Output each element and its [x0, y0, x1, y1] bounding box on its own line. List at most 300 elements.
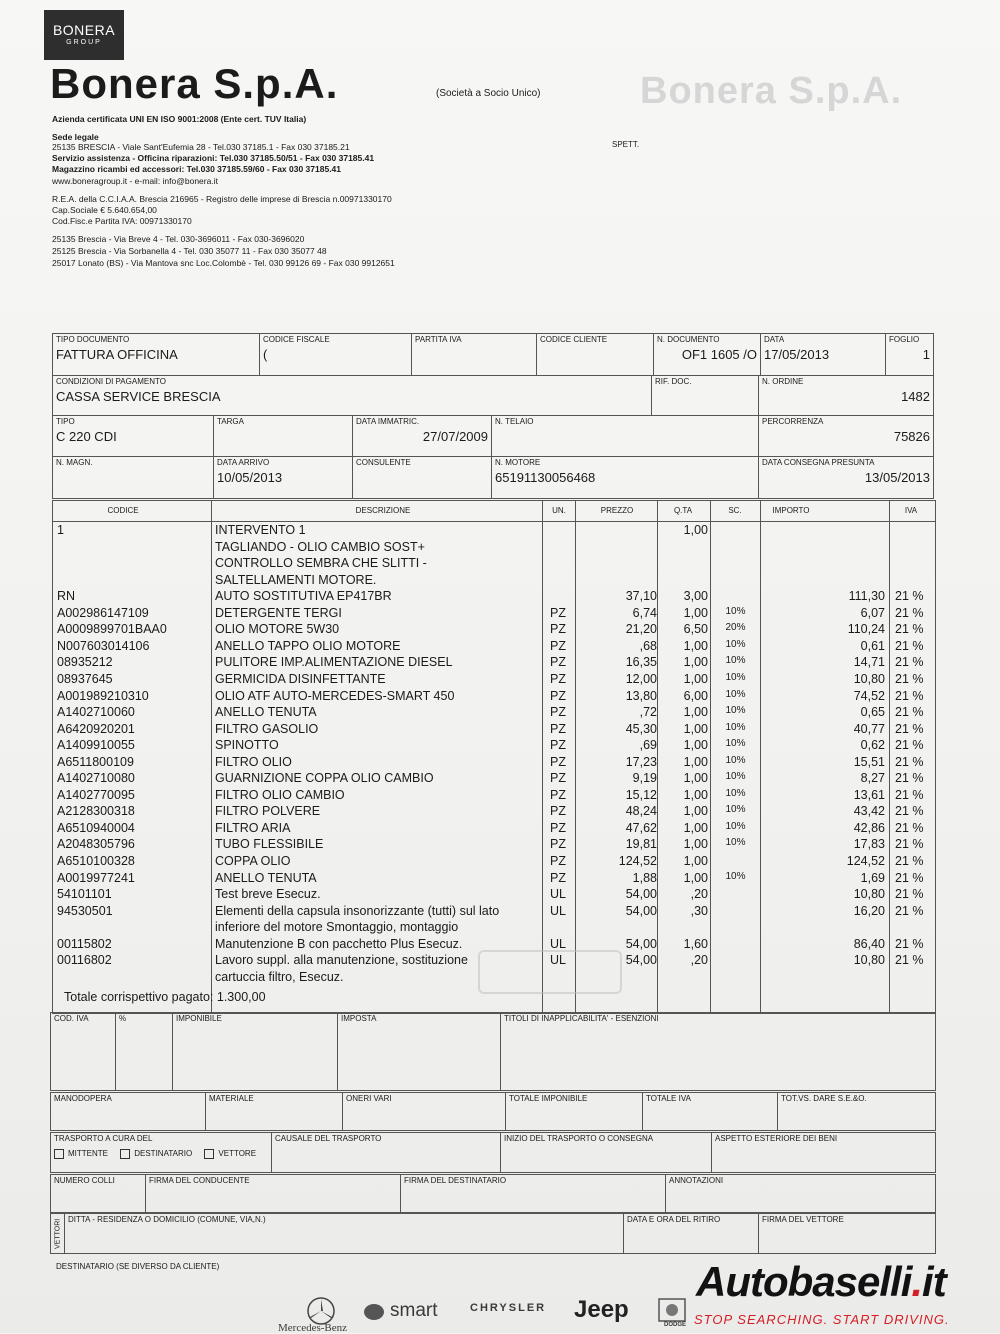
row-amount: 14,71: [853, 655, 885, 670]
row-description: CONTROLLO SEMBRA CHE SLITTI -: [215, 556, 427, 571]
condizioni-value: CASSA SERVICE BRESCIA: [56, 389, 221, 404]
row-discount: 10%: [725, 655, 746, 667]
transport-grid: [50, 1132, 936, 1173]
annotazioni-label: ANNOTAZIONI: [669, 1176, 724, 1185]
row-quantity: 1,00: [683, 754, 708, 769]
row-quantity: 1,00: [683, 705, 708, 720]
sede4-line: 25017 Lonato (BS) - Via Mantova snc Loc.Colombè - Tel. 030 99126 69 - Fax 030 9912651: [52, 258, 395, 268]
row-quantity: 1,00: [683, 721, 708, 736]
row-price: 12,00: [625, 671, 657, 686]
watermark-dot: .: [911, 1258, 923, 1305]
codfisc-line: Cod.Fisc.e Partita IVA: 00971330170: [52, 216, 192, 226]
spett-label: SPETT.: [612, 140, 640, 149]
row-description: OLIO ATF AUTO-MERCEDES-SMART 450: [215, 688, 455, 703]
row-description: FILTRO OLIO CAMBIO: [215, 787, 345, 802]
vat-summary-grid: [50, 1012, 936, 1091]
label: TIPO DOCUMENTO: [56, 335, 130, 344]
mercedes-benz-logo: Mercedes-Benz: [278, 1322, 348, 1334]
table-row: [53, 821, 935, 838]
table-row: [53, 639, 935, 656]
destinatario-label: DESTINATARIO: [134, 1149, 193, 1159]
dodge-logo: DODGE: [664, 1322, 687, 1328]
vehicle-grid: [52, 415, 934, 499]
table-row: [53, 804, 935, 821]
col-importo: IMPORTO: [772, 506, 810, 515]
row-vat: 21 %: [895, 870, 924, 885]
n-magn-cell: [53, 457, 214, 499]
table-row: [53, 871, 935, 888]
data-immatric-cell: [353, 416, 492, 457]
row-description: INTERVENTO 1: [215, 523, 306, 537]
foglio-cell: [886, 334, 934, 376]
row-amount: 6,07: [860, 605, 885, 620]
col-codice: CODICE: [107, 506, 139, 515]
row-quantity: 3,00: [683, 589, 708, 604]
row-unit: PZ: [550, 870, 566, 885]
percorrenza-value: 75826: [893, 429, 930, 444]
row-price: 48,24: [625, 804, 657, 819]
row-price: 9,19: [632, 771, 657, 786]
row-price: ,72: [639, 705, 657, 720]
mittente-checkbox[interactable]: [54, 1149, 64, 1159]
row-discount: 10%: [725, 688, 746, 700]
transport-options: [54, 1149, 268, 1159]
row-discount: 10%: [725, 771, 746, 783]
table-row: [53, 904, 935, 921]
row-quantity: 1,00: [683, 655, 708, 670]
company-subtitle: (Società a Socio Unico): [436, 88, 541, 99]
row-quantity: 6,00: [683, 688, 708, 703]
data-arrivo-value: 10/05/2013: [217, 470, 283, 485]
autobaselli-watermark: [696, 1258, 946, 1306]
row-quantity: 1,00: [683, 605, 708, 620]
label: N. DOCUMENTO: [657, 335, 720, 344]
label: TIPO: [56, 417, 75, 426]
tipo-cell: [53, 416, 214, 457]
totale-iva-label: TOTALE IVA: [646, 1094, 691, 1103]
row-quantity: 1,00: [683, 804, 708, 819]
row-description: SPINOTTO: [215, 738, 279, 753]
table-row: [53, 887, 935, 904]
row-description: inferiore del motore Smontaggio, montaggio: [215, 920, 459, 935]
n-ordine-value: 1482: [901, 389, 930, 404]
row-description: FILTRO ARIA: [215, 820, 291, 835]
row-description: Elementi della capsula insonorizzante (tutti) sul lato: [215, 903, 500, 918]
row-quantity: ,20: [690, 887, 708, 902]
data-value: 17/05/2013: [764, 347, 830, 362]
servizio-line: Servizio assistenza - Officina riparazioni: Tel.030 37185.50/51 - Fax 030 37185.41: [52, 153, 375, 163]
capitale-line: Cap.Sociale € 5.640.654,00: [52, 205, 157, 215]
table-row: [53, 920, 935, 937]
magazzino-line: Magazzino ricambi ed accessori: Tel.030 37185.59/60 - Fax 030 37185.41: [52, 164, 342, 174]
row-discount: 10%: [725, 804, 746, 816]
row-code: RN: [57, 589, 76, 604]
causale-label: CAUSALE DEL TRASPORTO: [275, 1134, 382, 1143]
table-row: [53, 672, 935, 689]
vettore-checkbox[interactable]: [204, 1149, 214, 1159]
row-description: Test breve Esecuz.: [215, 887, 321, 902]
tipo-documento-cell: [53, 334, 260, 376]
row-discount: 10%: [725, 721, 746, 733]
row-vat: 21 %: [895, 738, 924, 753]
imponibile-label: IMPONIBILE: [176, 1014, 222, 1023]
row-quantity: 1,00: [683, 523, 708, 537]
row-price: 15,12: [625, 787, 657, 802]
row-discount: 10%: [725, 837, 746, 849]
data-arrivo-cell: [214, 457, 353, 499]
col-prezzo: PREZZO: [600, 506, 634, 515]
label: TARGA: [217, 417, 244, 426]
row-amount: 15,51: [853, 754, 885, 769]
row-discount: 10%: [725, 638, 746, 650]
sede3-line: 25125 Brescia - Via Sorbanella 4 - Tel. 030 35077 11 - Fax 030 35077 48: [52, 246, 327, 256]
header-divider: [53, 521, 935, 522]
data-cell: [761, 334, 886, 376]
row-discount: 20%: [725, 622, 746, 634]
table-row: [53, 705, 935, 722]
row-code: A2048305796: [57, 837, 135, 852]
row-unit: PZ: [550, 754, 566, 769]
label: DATA CONSEGNA PRESUNTA: [762, 458, 875, 467]
table-row: [53, 589, 935, 606]
table-row: [53, 540, 935, 557]
row-vat: 21 %: [895, 820, 924, 835]
row-unit: PZ: [550, 804, 566, 819]
row-unit: PZ: [550, 655, 566, 670]
row-discount: 10%: [725, 870, 746, 882]
row-quantity: 1,00: [683, 870, 708, 885]
row-description: PULITORE IMP.ALIMENTAZIONE DIESEL: [215, 655, 453, 670]
row-price: 6,74: [632, 605, 657, 620]
row-price: ,69: [639, 738, 657, 753]
row-vat: 21 %: [895, 622, 924, 637]
row-unit: PZ: [550, 721, 566, 736]
foglio-value: 1: [922, 347, 930, 362]
signature-grid: [50, 1174, 936, 1213]
row-amount: 0,61: [860, 638, 885, 653]
row-code: N007603014106: [57, 638, 150, 653]
row-price: 45,30: [625, 721, 657, 736]
jeep-logo: Jeep: [574, 1296, 629, 1323]
aspetto-label: ASPETTO ESTERIORE DEI BENI: [715, 1134, 838, 1143]
row-description: FILTRO POLVERE: [215, 804, 321, 819]
rea-line: R.E.A. della C.C.I.A.A. Brescia 216965 - Registro delle imprese di Brescia n.00971330170: [52, 194, 392, 204]
row-discount: 10%: [725, 705, 746, 717]
table-row: [53, 788, 935, 805]
row-unit: UL: [550, 936, 566, 951]
row-description: ANELLO TAPPO OLIO MOTORE: [215, 638, 401, 653]
row-quantity: ,30: [690, 903, 708, 918]
row-code: 1: [57, 523, 64, 537]
table-row: [53, 738, 935, 755]
row-amount: 111,30: [848, 589, 885, 604]
label: CONDIZIONI DI PAGAMENTO: [56, 377, 166, 386]
row-quantity: 1,00: [683, 638, 708, 653]
row-amount: 0,62: [860, 738, 885, 753]
row-vat: 21 %: [895, 671, 924, 686]
row-quantity: 1,00: [683, 671, 708, 686]
label: CODICE FISCALE: [263, 335, 330, 344]
row-vat: 21 %: [895, 854, 924, 868]
row-discount: 10%: [725, 671, 746, 683]
row-code: A1402710060: [57, 705, 135, 720]
table-row: [53, 837, 935, 854]
row-amount: 124,52: [846, 854, 885, 868]
faded-stamp: [478, 950, 622, 994]
condizioni-cell: [53, 376, 652, 416]
row-code: A0019977241: [57, 870, 135, 885]
row-vat: 21 %: [895, 589, 924, 604]
row-vat: 21 %: [895, 754, 924, 769]
data-ritiro-label: DATA E ORA DEL RITIRO: [627, 1215, 721, 1224]
row-price: 17,23: [625, 754, 657, 769]
row-code: 08937645: [57, 671, 113, 686]
dest-diverso-label: DESTINATARIO (SE DIVERSO DA CLIENTE): [56, 1262, 220, 1271]
col-descrizione: DESCRIZIONE: [355, 506, 411, 515]
row-unit: PZ: [550, 771, 566, 786]
row-code: 00116802: [57, 953, 112, 968]
row-unit: UL: [550, 887, 566, 902]
row-unit: PZ: [550, 787, 566, 802]
row-code: A002986147109: [57, 605, 149, 620]
watermark-slogan: STOP SEARCHING. START DRIVING.: [694, 1312, 950, 1327]
label: CODICE CLIENTE: [540, 335, 608, 344]
col-un: UN.: [552, 506, 566, 515]
row-description: OLIO MOTORE 5W30: [215, 622, 340, 637]
partita-iva-cell: [412, 334, 537, 376]
inizio-trasporto-label: INIZIO DEL TRASPORTO O CONSEGNA: [504, 1134, 654, 1143]
watermark-tld: it: [922, 1258, 946, 1305]
imposta-label: IMPOSTA: [341, 1014, 377, 1023]
row-code: A2128300318: [57, 804, 135, 819]
label: DATA IMMATRIC.: [356, 417, 420, 426]
trasporto-label: TRASPORTO A CURA DEL: [54, 1134, 153, 1143]
web-line: www.boneragroup.it - e-mail: info@bonera.it: [52, 176, 218, 186]
n-documento-value: OF1 1605 /O: [681, 347, 757, 362]
row-vat: 21 %: [895, 837, 924, 852]
row-price: 54,00: [625, 953, 657, 968]
document-header-grid: [52, 333, 934, 376]
show-through-text: Bonera S.p.A.: [640, 70, 903, 112]
label: CONSULENTE: [356, 458, 411, 467]
row-amount: 74,52: [853, 688, 885, 703]
row-amount: 86,40: [853, 936, 885, 951]
sede-line: 25135 BRESCIA - Viale Sant'Eufemia 28 - Tel.030 37185.1 - Fax 030 37185.21: [52, 142, 350, 152]
row-code: A6511800109: [57, 754, 134, 769]
row-vat: 21 %: [895, 887, 924, 902]
row-description: COPPA OLIO: [215, 854, 291, 868]
table-row: [53, 523, 935, 540]
row-code: 08935212: [57, 655, 113, 670]
row-unit: PZ: [550, 854, 566, 868]
row-description: GERMICIDA DISINFETTANTE: [215, 671, 386, 686]
row-unit: PZ: [550, 738, 566, 753]
row-discount: 10%: [725, 605, 746, 617]
row-description: cartuccia filtro, Esecuz.: [215, 969, 344, 984]
row-price: 1,88: [632, 870, 657, 885]
row-code: A0009899701BAA0: [57, 622, 167, 637]
vettori-label: VETTORI: [51, 1214, 65, 1254]
cod-iva-label: COD. IVA: [54, 1014, 89, 1023]
totals-grid: [50, 1092, 936, 1131]
row-vat: 21 %: [895, 721, 924, 736]
row-unit: UL: [550, 903, 566, 918]
row-price: 21,20: [625, 622, 657, 637]
row-vat: 21 %: [895, 605, 924, 620]
table-row: [53, 854, 935, 871]
dodge-ram-icon: [658, 1298, 686, 1324]
row-quantity: 1,00: [683, 771, 708, 786]
mittente-label: MITTENTE: [68, 1149, 108, 1159]
row-quantity: 1,60: [683, 936, 708, 951]
table-row: [53, 606, 935, 623]
data-consegna-cell: [759, 457, 934, 499]
row-vat: 21 %: [895, 638, 924, 653]
n-documento-cell: [654, 334, 761, 376]
row-price: 19,81: [625, 837, 657, 852]
carrier-grid: [50, 1213, 936, 1254]
logo-group: GROUP: [66, 39, 102, 46]
row-price: 54,00: [625, 936, 657, 951]
row-price: 13,80: [625, 688, 657, 703]
firma-destinatario-label: FIRMA DEL DESTINATARIO: [404, 1176, 507, 1185]
row-unit: PZ: [550, 837, 566, 852]
row-price: 37,10: [625, 589, 657, 604]
row-code: A1402770095: [57, 787, 135, 802]
chrysler-logo: CHRYSLER: [470, 1302, 547, 1314]
row-amount: 40,77: [853, 721, 885, 736]
payment-grid: [52, 375, 934, 416]
row-discount: 10%: [725, 738, 746, 750]
label: PARTITA IVA: [415, 335, 462, 344]
row-price: 16,35: [625, 655, 657, 670]
row-description: SALTELLAMENTI MOTORE.: [215, 572, 377, 587]
bonera-logo: [44, 10, 124, 60]
codice-fiscale-value: (: [263, 347, 268, 362]
tipo-documento-value: FATTURA OFFICINA: [56, 347, 178, 362]
row-discount: 10%: [725, 787, 746, 799]
row-description: ANELLO TENUTA: [215, 705, 317, 720]
codice-fiscale-cell: [260, 334, 412, 376]
row-unit: PZ: [550, 688, 566, 703]
row-amount: 10,80: [853, 953, 885, 968]
tipo-value: C 220 CDI: [56, 429, 117, 444]
oneri-label: ONERI VARI: [346, 1094, 392, 1103]
row-description: TAGLIANDO - OLIO CAMBIO SOST+: [215, 539, 425, 554]
firma-conducente-label: FIRMA DEL CONDUCENTE: [149, 1176, 250, 1185]
brand-logos: [270, 1294, 700, 1333]
sede2-line: 25135 Brescia - Via Breve 4 - Tel. 030-3696011 - Fax 030-3696020: [52, 234, 305, 244]
row-code: A1409910055: [57, 738, 135, 753]
row-description: Manutenzione B con pacchetto Plus Esecuz.: [215, 936, 463, 951]
data-consegna-value: 13/05/2013: [864, 470, 930, 485]
label: PERCORRENZA: [762, 417, 824, 426]
n-motore-cell: [492, 457, 759, 499]
label: RIF. DOC.: [655, 377, 692, 386]
row-description: AUTO SOSTITUTIVA EP417BR: [215, 589, 392, 604]
table-row: [53, 755, 935, 772]
codice-cliente-cell: [537, 334, 654, 376]
table-row: [53, 556, 935, 573]
col-sc: SC.: [728, 506, 742, 515]
row-amount: 1,69: [860, 870, 885, 885]
row-amount: 13,61: [853, 787, 885, 802]
ditta-label: DITTA - RESIDENZA O DOMICILIO (COMUNE, VIA,N.): [68, 1215, 266, 1224]
logo-name: BONERA: [52, 22, 116, 38]
row-vat: 21 %: [895, 787, 924, 802]
totale-imponibile-label: TOTALE IMPONIBILE: [509, 1094, 588, 1103]
perc-label: %: [119, 1014, 127, 1023]
row-amount: 43,42: [853, 804, 885, 819]
watermark-main: Autobaselli: [696, 1258, 912, 1305]
label: N. ORDINE: [762, 377, 804, 386]
titoli-label: TITOLI DI INAPPLICABILITA' - ESENZIONI: [504, 1014, 659, 1023]
row-amount: 110,24: [847, 622, 885, 637]
sede-label: Sede legale: [52, 132, 99, 142]
row-quantity: 1,00: [683, 854, 708, 868]
row-vat: 21 %: [895, 705, 924, 720]
label: N. TELAIO: [495, 417, 534, 426]
row-vat: 21 %: [895, 771, 924, 786]
row-price: 47,62: [625, 820, 657, 835]
row-quantity: ,20: [690, 953, 708, 968]
row-discount: 10%: [725, 820, 746, 832]
row-unit: PZ: [550, 671, 566, 686]
row-amount: 10,80: [853, 887, 885, 902]
col-iva: IVA: [904, 506, 918, 515]
row-quantity: 1,00: [683, 820, 708, 835]
table-row: [53, 573, 935, 590]
n-motore-value: 65191130056468: [495, 470, 596, 485]
table-row: [53, 771, 935, 788]
row-unit: PZ: [550, 820, 566, 835]
row-amount: 42,86: [853, 820, 885, 835]
col-qta: Q.TA: [673, 506, 693, 515]
row-vat: 21 %: [895, 936, 924, 951]
row-unit: UL: [550, 953, 566, 968]
smart-icon: [362, 1302, 386, 1322]
label: N. MOTORE: [495, 458, 541, 467]
rif-doc-cell: [652, 376, 759, 416]
data-immatric-value: 27/07/2009: [422, 429, 488, 444]
row-description: FILTRO OLIO: [215, 754, 292, 769]
row-code: A6510100328: [57, 854, 135, 868]
row-vat: 21 %: [895, 655, 924, 670]
n-colli-label: NUMERO COLLI: [54, 1176, 115, 1185]
row-code: 94530501: [57, 903, 113, 918]
firma-vettore-label: FIRMA DEL VETTORE: [762, 1215, 844, 1224]
row-vat: 21 %: [895, 903, 924, 918]
vettore-label: VETTORE: [218, 1149, 257, 1159]
label: DATA: [764, 335, 785, 344]
row-amount: 8,27: [860, 771, 885, 786]
percorrenza-cell: [759, 416, 934, 457]
table-row: [53, 689, 935, 706]
row-amount: 16,20: [853, 903, 885, 918]
row-price: 124,52: [618, 854, 657, 868]
destinatario-checkbox[interactable]: [120, 1149, 130, 1159]
manodopera-label: MANODOPERA: [54, 1094, 112, 1103]
row-description: FILTRO GASOLIO: [215, 721, 319, 736]
row-price: ,68: [639, 638, 657, 653]
targa-cell: [214, 416, 353, 457]
row-description: GUARNIZIONE COPPA OLIO CAMBIO: [215, 771, 434, 786]
row-code: 00115802: [57, 936, 112, 951]
row-description: Lavoro suppl. alla manutenzione, sostituzione: [215, 953, 468, 968]
row-quantity: 1,00: [683, 787, 708, 802]
row-description: ANELLO TENUTA: [215, 870, 317, 885]
row-code: A6510940004: [57, 820, 135, 835]
